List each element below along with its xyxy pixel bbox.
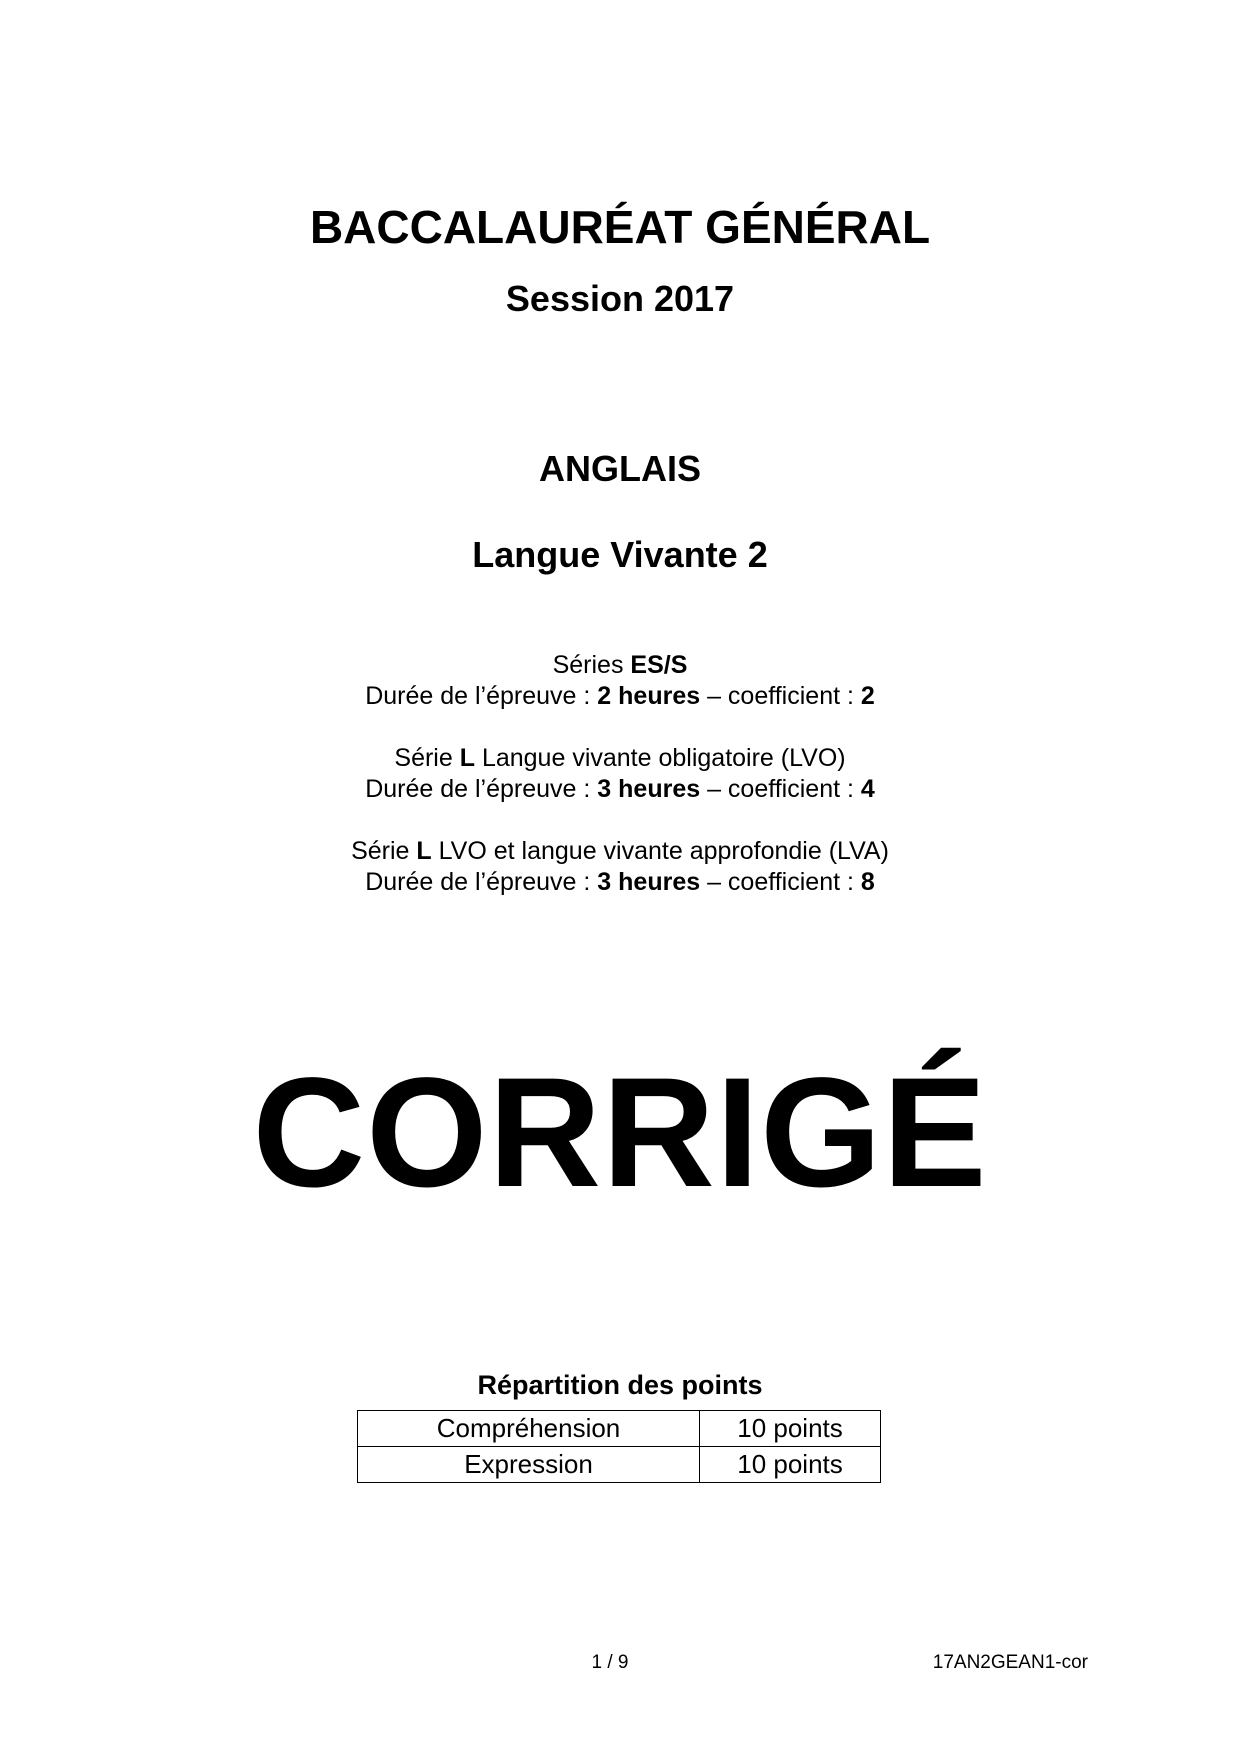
series-line: Série L LVO et langue vivante approfondie (LVA) <box>351 837 889 865</box>
points-table-title: Répartition des points <box>477 1370 763 1400</box>
language-level: Langue Vivante 2 <box>472 534 768 575</box>
subject-name: ANGLAIS <box>539 448 701 489</box>
series-group-l-lvo <box>0 743 1240 805</box>
table-cell-label: Compréhension <box>358 1411 700 1447</box>
duration-line: Durée de l’épreuve : 3 heures – coefficient : 4 <box>365 775 875 803</box>
series-line: Série L Langue vivante obligatoire (LVO) <box>394 744 846 772</box>
series-line: Séries ES/S <box>552 651 688 679</box>
table-cell-value: 10 points <box>700 1411 881 1447</box>
table-row <box>358 1411 881 1447</box>
points-table <box>357 1410 881 1483</box>
session-year: Session 2017 <box>505 278 735 319</box>
corrige-heading: CORRIGÉ <box>252 1046 988 1220</box>
series-group-l-lva <box>0 836 1240 898</box>
table-cell-label: Expression <box>358 1447 700 1483</box>
document-title: BACCALAURÉAT GÉNÉRAL <box>309 201 931 253</box>
page-number: 1 / 9 <box>591 1652 629 1673</box>
document-code: 17AN2GEAN1-cor <box>932 1652 1088 1673</box>
duration-line: Durée de l’épreuve : 3 heures – coefficient : 8 <box>365 868 875 896</box>
duration-line: Durée de l’épreuve : 2 heures – coefficient : 2 <box>365 682 875 710</box>
table-cell-value: 10 points <box>700 1447 881 1483</box>
table-row <box>358 1447 881 1483</box>
series-group-es-s <box>0 650 1240 712</box>
